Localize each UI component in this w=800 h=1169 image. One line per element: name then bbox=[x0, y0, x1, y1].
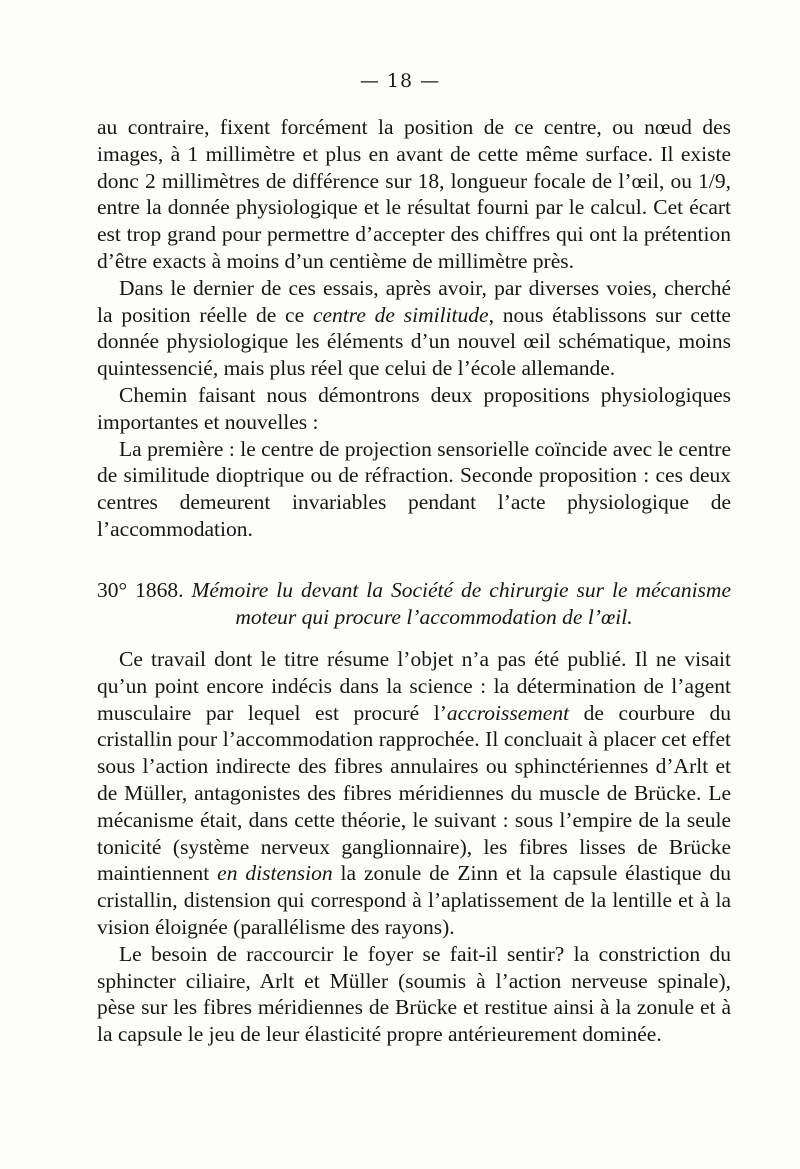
text-block-top bbox=[97, 114, 731, 543]
heading-line-1 bbox=[97, 577, 731, 604]
heading-line-2: moteur qui procure l’accommodation de l’œil. bbox=[235, 605, 633, 629]
entry-heading bbox=[97, 577, 731, 631]
paragraph-text: Ce travail dont le titre résume l’objet n’a pas été publié. Il ne visait qu’un point encore indécis dans la science : la détermination de l’agent musculaire par lequel est procuré l’ bbox=[97, 647, 731, 725]
paragraph-text: Dans le dernier de ces essais, après avoir, par diverses voies, cherché la position réelle de ce bbox=[97, 275, 731, 327]
paragraph-focus-shortening: Le besoin de raccourcir le foyer se fait-il sentir? la constriction du sphincter ciliaire, Arlt et Müller (soumis à l’action nerveuse spinale), pèse sur les fibres méridiennes de Brücke et restitue ainsi à la zonule et à la capsule le jeu de leur élasticité propre antérieurement dominée. bbox=[97, 941, 731, 1047]
text-block-bottom bbox=[97, 646, 731, 1048]
paragraph-similitude bbox=[97, 275, 731, 382]
paragraph-text: , nous établissons sur cette donnée physiologique les éléments d’un nouvel œil schématique, moins quintessencié, mais plus réel que celui de l’école allemande. bbox=[97, 302, 731, 381]
paragraph-first-proposition: La première : le centre de projection sensorielle coïncide avec le centre de similitude dioptrique ou de réfraction. Seconde proposition : ces deux centres demeurent invariables pendant l’acte physiologique de l’accommodation. bbox=[97, 436, 731, 541]
paragraph-work-summary bbox=[97, 646, 731, 941]
paragraph-propositions: Chemin faisant nous démontrons deux propositions physiologiques importantes et nouvelles : bbox=[97, 382, 731, 434]
entry-number: 30° bbox=[97, 578, 128, 602]
page-number: — 18 — bbox=[359, 70, 441, 92]
paragraph-text: la zonule de Zinn et la capsule élastique du cristallin, distension qui correspond à l’aplatissement de la lentille et à la vision éloignée (parallélisme des rayons). bbox=[97, 861, 732, 939]
italic-term: accroissement bbox=[446, 700, 570, 725]
entry-title: Mémoire lu devant la Société de chirurgie sur le mécanisme bbox=[191, 578, 731, 602]
paragraph-text: de courbure du cristallin pour l’accommodation rapprochée. Il concluait à placer cet effet sous l’action indirecte des fibres annulaires ou sphinctériennes d’Arlt et de Müller, antagonistes des fibres méridiennes du muscle de Brücke. Le mécanisme était, dans cette théorie, le suivant : sous l’empire de la seule tonicité (système nerveux ganglionnaire), les fibres lisses de Brücke maintiennent bbox=[97, 700, 732, 886]
italic-term: centre de similitude bbox=[312, 302, 489, 327]
paragraph-continuation: au contraire, fixent forcément la position de ce centre, ou nœud des images, à 1 millimètre et plus en avant de cette même surface. Il existe donc 2 millimètres de différence sur 18, longueur focale de l’œil, ou 1/9, entre la donnée physiologique et le résultat fourni par le calcul. Cet écart est trop grand pour permettre d’accepter des chiffres qui ont la prétention d’être exacts à moins d’un centième de millimètre près. bbox=[97, 115, 731, 273]
entry-year: 1868. bbox=[135, 578, 184, 602]
italic-term: en distension bbox=[217, 861, 333, 886]
